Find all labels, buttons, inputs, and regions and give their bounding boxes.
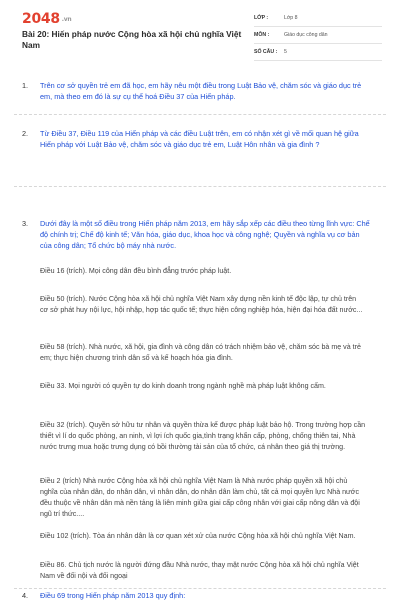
question-text[interactable]: Trên cơ sở quyền trẻ em đã học, em hãy nêu một điều trong Luật Bảo vệ, chăm sóc và giáo dục trẻ em, mà theo em đó là sự cụ thể hoá Điều 37 của Hiến pháp. bbox=[40, 81, 362, 101]
question-number: 4. bbox=[22, 591, 29, 600]
meta-row-class bbox=[254, 10, 382, 27]
meta-row-subject bbox=[254, 27, 382, 44]
divider bbox=[14, 186, 386, 187]
header bbox=[0, 0, 400, 64]
meta-value: Lớp 8 bbox=[284, 15, 298, 21]
question-text[interactable]: Dưới đây là một số điều trong Hiến pháp năm 2013, em hãy sắp xếp các điều theo từng lĩnh vực: Chế độ chính trị; Chế độ kinh tế; Văn hóa, giáo dục, khoa học và công nghệ; Quyền và nghĩa vụ cơ bản của công dân; Tổ chức bộ máy nhà nước. bbox=[40, 219, 370, 250]
article-item: Điều 58 (trích). Nhà nước, xã hội, gia đình và công dân có trách nhiệm bảo vệ, chăm sóc bà mẹ và trẻ em; thực hiện chương trình dân số và kế hoạch hóa gia đình. bbox=[40, 343, 361, 362]
question-number: 2. bbox=[22, 129, 29, 138]
article-item: Điều 16 (trích). Mọi công dân đều bình đẳng trước pháp luật. bbox=[40, 267, 232, 275]
meta-value: 5 bbox=[284, 49, 287, 55]
meta-key: MÔN : bbox=[254, 32, 270, 38]
meta-row-count bbox=[254, 44, 382, 61]
question-text[interactable]: Từ Điều 37, Điều 119 của Hiến pháp và các điều Luật trên, em có nhận xét gì về mối quan hệ giữa Hiến pháp với Luật Bảo vệ, chăm sóc và giáo dục trẻ em, Luật Hôn nhân và gia đình ? bbox=[40, 129, 359, 149]
article-item: Điều 2 (trích) Nhà nước Cộng hòa xã hội chủ nghĩa Việt Nam là Nhà nước pháp quyền xã hội chủ nghĩa của nhân dân, do nhân dân, vì nhân dân, do nhân dân làm chủ, tất cả mọi quyền lực Nhà nước đều thuộc về nhân dân mà nền tảng là liên minh giữa giai cấp công nhân với giai cấp nông dân và đội ngũ trí thức.... bbox=[40, 477, 360, 518]
question-text[interactable]: Điều 69 trong Hiến pháp năm 2013 quy định: bbox=[40, 591, 186, 600]
logo-text: 2048 bbox=[22, 11, 60, 27]
question-number: 3. bbox=[22, 219, 29, 228]
meta-value: Giáo dục công dân bbox=[284, 32, 328, 38]
article-item: Điều 86. Chủ tịch nước là người đứng đầu Nhà nước, thay mặt nước Cộng hòa xã hội chủ nghĩa Việt Nam về đối nội và đối ngoại bbox=[40, 561, 359, 580]
article-item: Điều 33. Mọi người có quyền tự do kinh doanh trong ngành nghề mà pháp luật không cấm. bbox=[40, 382, 326, 390]
divider bbox=[14, 114, 386, 115]
article-item: Điều 102 (trích). Tòa án nhân dân là cơ quan xét xử của nước Cộng hòa xã hội chủ nghĩa Việt Nam. bbox=[40, 532, 356, 540]
divider bbox=[14, 588, 386, 589]
meta-key: LỚP : bbox=[254, 15, 269, 21]
meta-key: SỐ CÂU : bbox=[254, 49, 278, 55]
lesson-meta bbox=[254, 10, 382, 61]
site-logo[interactable] bbox=[22, 11, 71, 27]
article-item: Điều 50 (trích). Nước Cộng hòa xã hội chủ nghĩa Việt Nam xây dựng nền kinh tế độc lập, tự chủ trên cơ sở phát huy nội lực, hội nhập, hợp tác quốc tế; thực hiện công nghiệp hóa, hiện đại hóa đất nước... bbox=[40, 295, 363, 314]
question-number: 1. bbox=[22, 81, 29, 90]
logo-suffix: .vn bbox=[61, 15, 72, 23]
article-item: Điều 32 (trích). Quyền sở hữu tư nhân và quyền thừa kế được pháp luật bảo hộ. Trong trường hợp cần thiết vì lí do quốc phòng, an ninh, vì lợi ích quốc gia,tình trạng khẩn cấp, phòng, chống thiên tai, Nhà nước trưng mua hoặc trưng dụng có bồi thường tài sản của tổ chức, cá nhân theo giá thị trường. bbox=[40, 421, 366, 451]
lesson-title: Bài 20: Hiến pháp nước Cộng hòa xã hội chủ nghĩa Việt Nam bbox=[22, 29, 242, 50]
